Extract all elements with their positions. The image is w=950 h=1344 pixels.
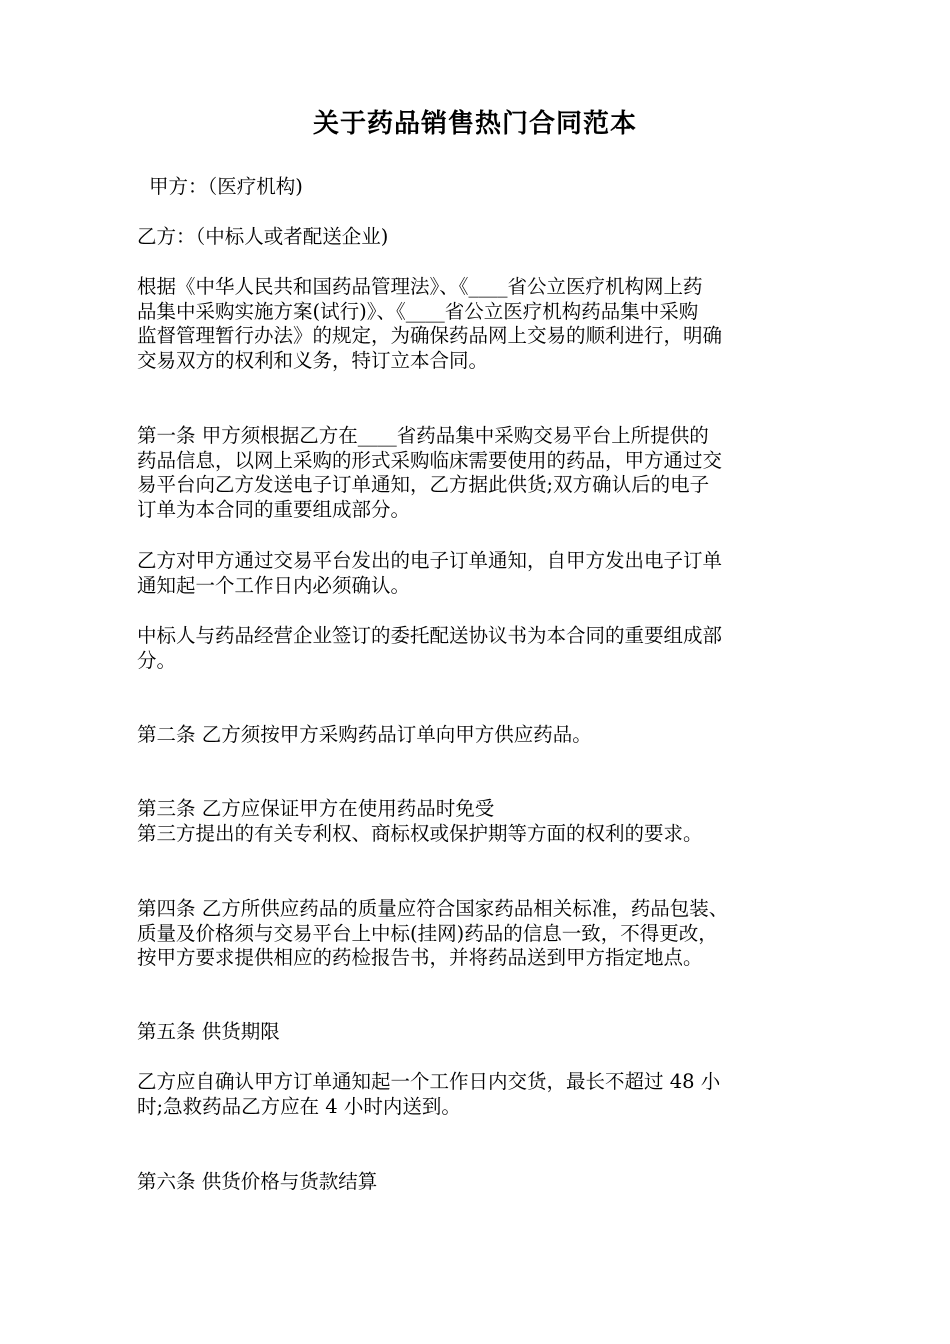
text-line: 乙方应自确认甲方订单通知起一个工作日内交货，最长不超过 48 小 bbox=[137, 1070, 721, 1093]
article-1-paragraph bbox=[137, 424, 827, 522]
text-line: 第六条 供货价格与货款结算 bbox=[137, 1170, 378, 1193]
article-3-paragraph bbox=[137, 797, 827, 846]
text-line: 质量及价格须与交易平台上中标(挂网)药品的信息一致，不得更改， bbox=[137, 921, 718, 945]
text-line: 第三方提出的有关专利权、商标权或保护期等方面的权利的要求。 bbox=[137, 821, 703, 845]
text-line: 订单为本合同的重要组成部分。 bbox=[137, 497, 411, 521]
text-line: 分。 bbox=[137, 648, 177, 672]
text-line: 根据《中华人民共和国药品管理法》、《____省公立医疗机构网上药 bbox=[137, 275, 703, 298]
text-line: 交易双方的权利和义务，特订立本合同。 bbox=[137, 348, 489, 372]
article-6-heading bbox=[137, 1170, 827, 1195]
text-line: 易平台向乙方发送电子订单通知，乙方据此供货;双方确认后的电子 bbox=[137, 473, 710, 496]
text-line: 第四条 乙方所供应药品的质量应符合国家药品相关标准，药品包装、 bbox=[137, 897, 729, 920]
article-2-paragraph bbox=[137, 723, 827, 748]
article-5-heading bbox=[137, 1020, 827, 1045]
text-line: 通知起一个工作日内必须确认。 bbox=[137, 573, 411, 597]
text-line: 药品信息，以网上采购的形式采购临床需要使用的药品，甲方通过交 bbox=[137, 448, 723, 472]
party-a-paragraph bbox=[149, 175, 839, 200]
text-line: 中标人与药品经营企业签订的委托配送协议书为本合同的重要组成部 bbox=[137, 624, 723, 647]
text-line: 第一条 甲方须根据乙方在____省药品集中采购交易平台上所提供的 bbox=[137, 424, 709, 447]
text-line: 第三条 乙方应保证甲方在使用药品时免受 bbox=[137, 797, 495, 820]
text-line: 监督管理暂行办法》的规定，为确保药品网上交易的顺利进行，明确 bbox=[137, 324, 723, 347]
text-line: 乙方对甲方通过交易平台发出的电子订单通知，自甲方发出电子订单 bbox=[137, 549, 723, 572]
article-5-body-paragraph bbox=[137, 1070, 827, 1119]
text-line: 第五条 供货期限 bbox=[137, 1020, 280, 1043]
article-1-confirm-paragraph bbox=[137, 549, 827, 598]
text-line: 品集中采购实施方案(试行)》、《____省公立医疗机构药品集中采购 bbox=[137, 299, 699, 323]
article-4-paragraph bbox=[137, 897, 827, 971]
text-line: 按甲方要求提供相应的药检报告书，并将药品送到甲方指定地点。 bbox=[137, 946, 703, 969]
party-b-paragraph bbox=[137, 225, 827, 250]
article-1-delegation-paragraph bbox=[137, 624, 827, 673]
text-line: 时;急救药品乙方应在 4 小时内送到。 bbox=[137, 1094, 461, 1118]
text-line: 甲方：（医疗机构) bbox=[149, 175, 303, 198]
text-line: 第二条 乙方须按甲方采购药品订单向甲方供应药品。 bbox=[137, 723, 592, 746]
text-line: 乙方：（中标人或者配送企业) bbox=[137, 225, 389, 248]
preamble-paragraph bbox=[137, 275, 827, 373]
document-title: 关于药品销售热门合同范本 bbox=[312, 109, 637, 139]
